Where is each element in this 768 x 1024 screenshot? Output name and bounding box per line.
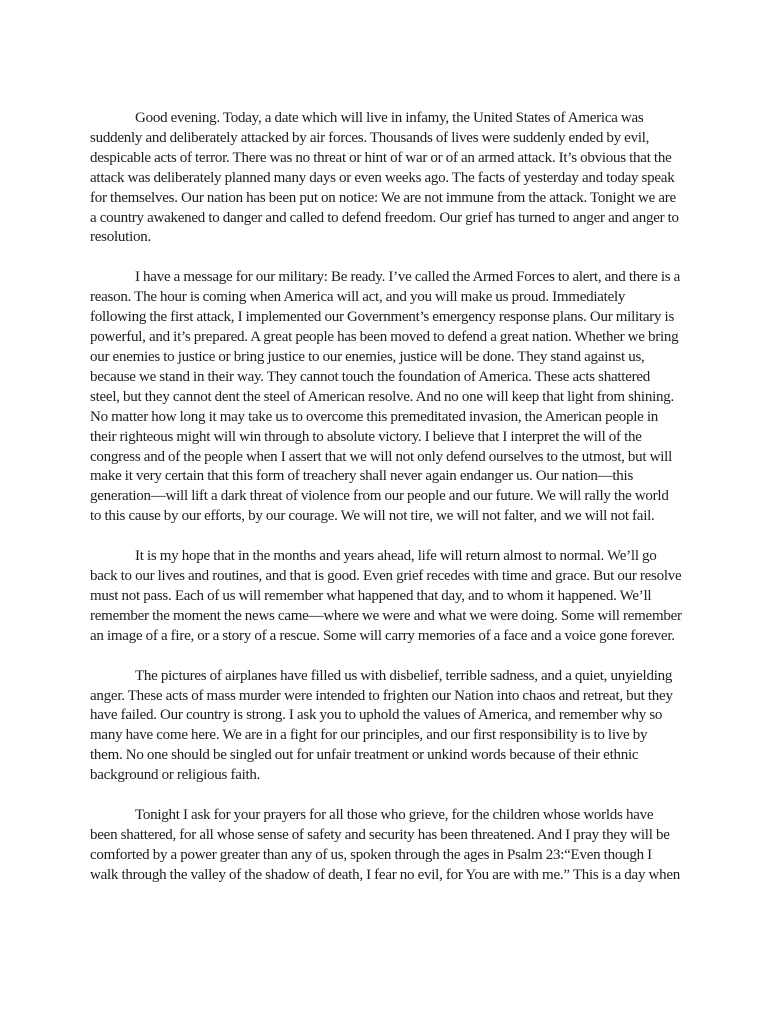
paragraph-2: I have a message for our military: Be ready. I’ve called the Armed Forces to alert, and there is a reason. The hour is coming when America will act, and you will make us proud. Immediately following the first attack, I implemented our Government’s emergency response plans. Our military is powerful, and it’s prepared. A great people has been moved to defend a great nation. Whether we bring our enemies to justice or bring justice to our enemies, justice will be done. They stand against us, because we stand in their way. They cannot touch the foundation of America. These acts shattered steel, but they cannot dent the steel of American resolve. And no one will keep that light from shining. No matter how long it may take us to overcome this premeditated invasion, the American people in their righteous might will win through to absolute victory. I believe that I interpret the will of the congress and of the people when I assert that we will not only defend ourselves to the utmost, but will make it very certain that this form of treachery shall never again endanger us. Our nation—this generation—will lift a dark threat of violence from our people and our future. We will rally the world to this cause by our efforts, by our courage. We will not tire, we will not falter, and we will not fail. (90, 269, 681, 525)
paragraph-1: Good evening. Today, a date which will live in infamy, the United States of America was suddenly and deliberately attacked by air forces. Thousands of lives were suddenly ended by evil, despicable acts of terror. There was no threat or hint of war or of an armed attack. It’s obvious that the attack was deliberately planned many days or even weeks ago. The facts of yesterday and today speak for themselves. Our nation has been put on notice: We are not immune from the attack. Tonight we are a country awakened to danger and called to defend freedom. Our grief has turned to anger and anger to resolution. (90, 110, 679, 246)
paragraph-4: The pictures of airplanes have filled us with disbelief, terrible sadness, and a quiet, unyielding anger. These acts of mass murder were intended to frighten our Nation into chaos and retreat, but they have failed. Our country is strong. I ask you to uphold the values of America, and remember why so many have come here. We are in a fight for our principles, and our first responsibility is to live by them. No one should be singled out for unfair treatment or unkind words because of their ethnic background or religious faith. (90, 667, 673, 784)
speech-text (90, 109, 682, 906)
paragraph-5: Tonight I ask for your prayers for all those who grieve, for the children whose worlds have been shattered, for all whose sense of safety and security has been threatened. And I pray they will be comforted by a power greater than any of us, spoken through the ages in Psalm 23:“Even though I walk through the valley of the shadow of death, I fear no evil, for You are with me.” This is a day when (90, 807, 680, 883)
paragraph-3: It is my hope that in the months and years ahead, life will return almost to normal. We’ll go back to our lives and routines, and that is good. Even grief recedes with time and grace. But our resolve must not pass. Each of us will remember what happened that day, and to whom it happened. We’ll remember the moment the news came—where we were and what we were doing. Some will remember an image of a fire, or a story of a rescue. Some will carry memories of a face and a voice gone forever. (90, 548, 682, 644)
